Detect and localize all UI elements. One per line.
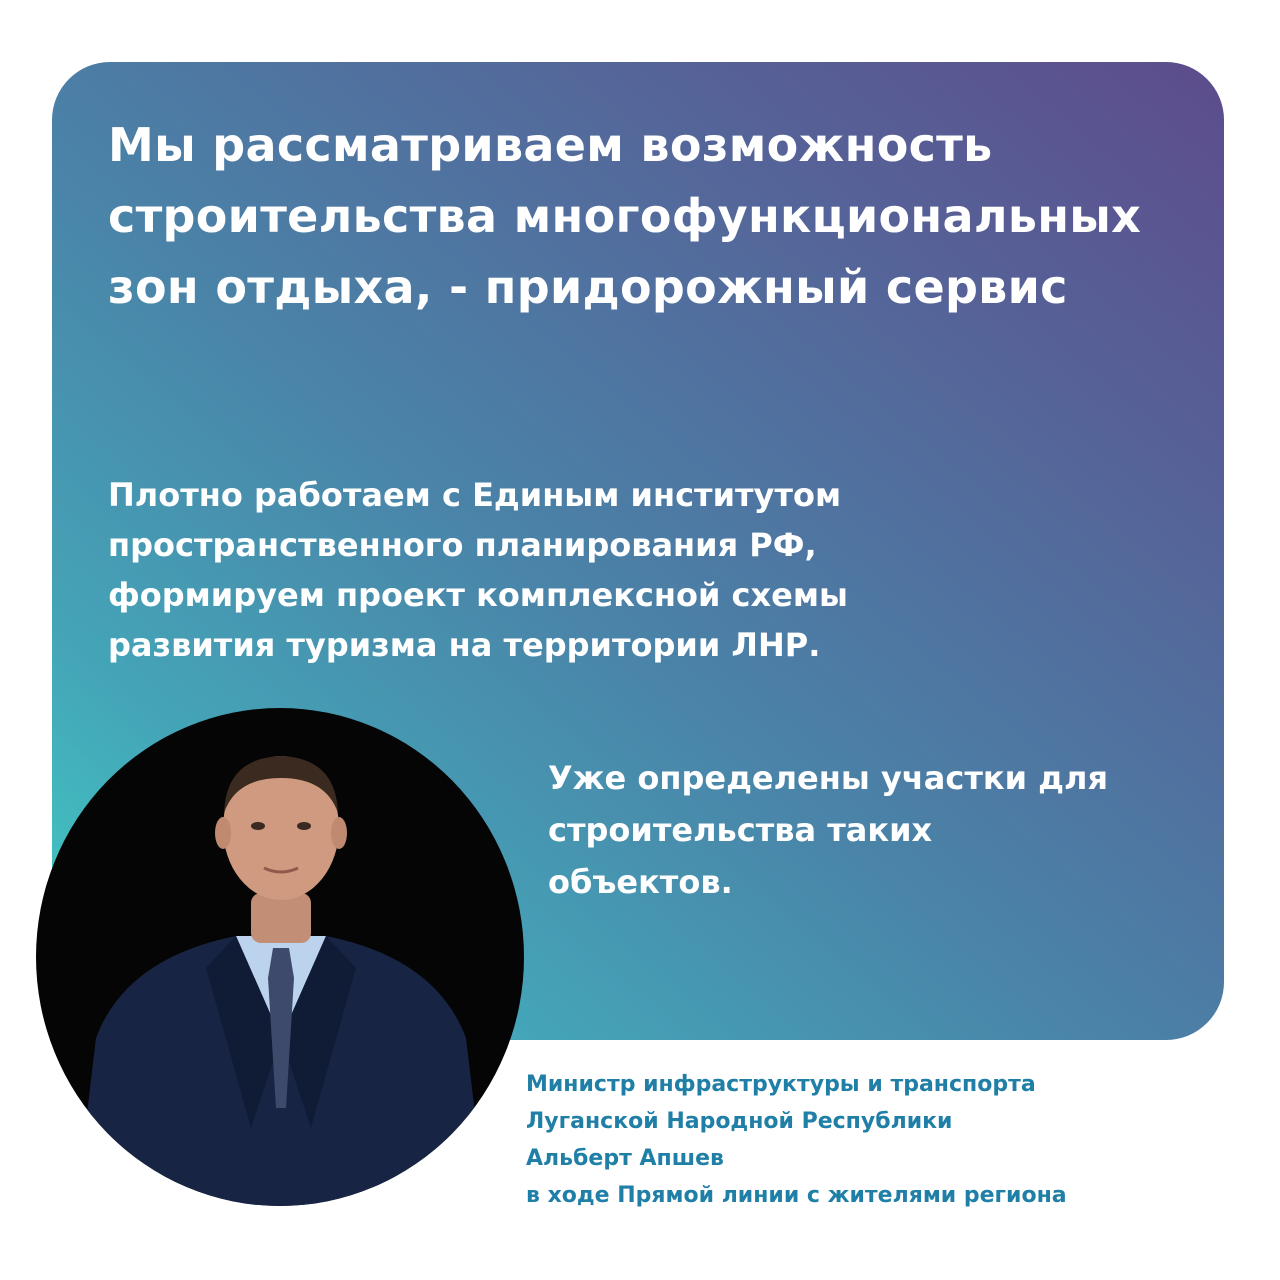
quote-paragraph-sites: Уже определены участки для строительства таких объектов. xyxy=(548,759,1108,901)
caption-speaker-name: Альберт Апшев xyxy=(526,1146,724,1171)
portrait-illustration xyxy=(36,708,524,1206)
caption-region: Луганской Народной Республики xyxy=(526,1109,953,1134)
speaker-caption xyxy=(526,1066,1266,1214)
speaker-portrait-photo xyxy=(36,708,524,1206)
quote-headline: Мы рассматриваем возможность строительства многофункциональных зон отдыха, - придорожный сервис xyxy=(108,118,1142,314)
quote-paragraph-planning: Плотно работаем с Единым институтом пространственного планирования РФ, формируем проект комплексной схемы развития туризма на территории ЛНР. xyxy=(108,476,848,664)
caption-event: в ходе Прямой линии с жителями региона xyxy=(526,1183,1067,1208)
caption-position: Министр инфраструктуры и транспорта xyxy=(526,1072,1036,1097)
